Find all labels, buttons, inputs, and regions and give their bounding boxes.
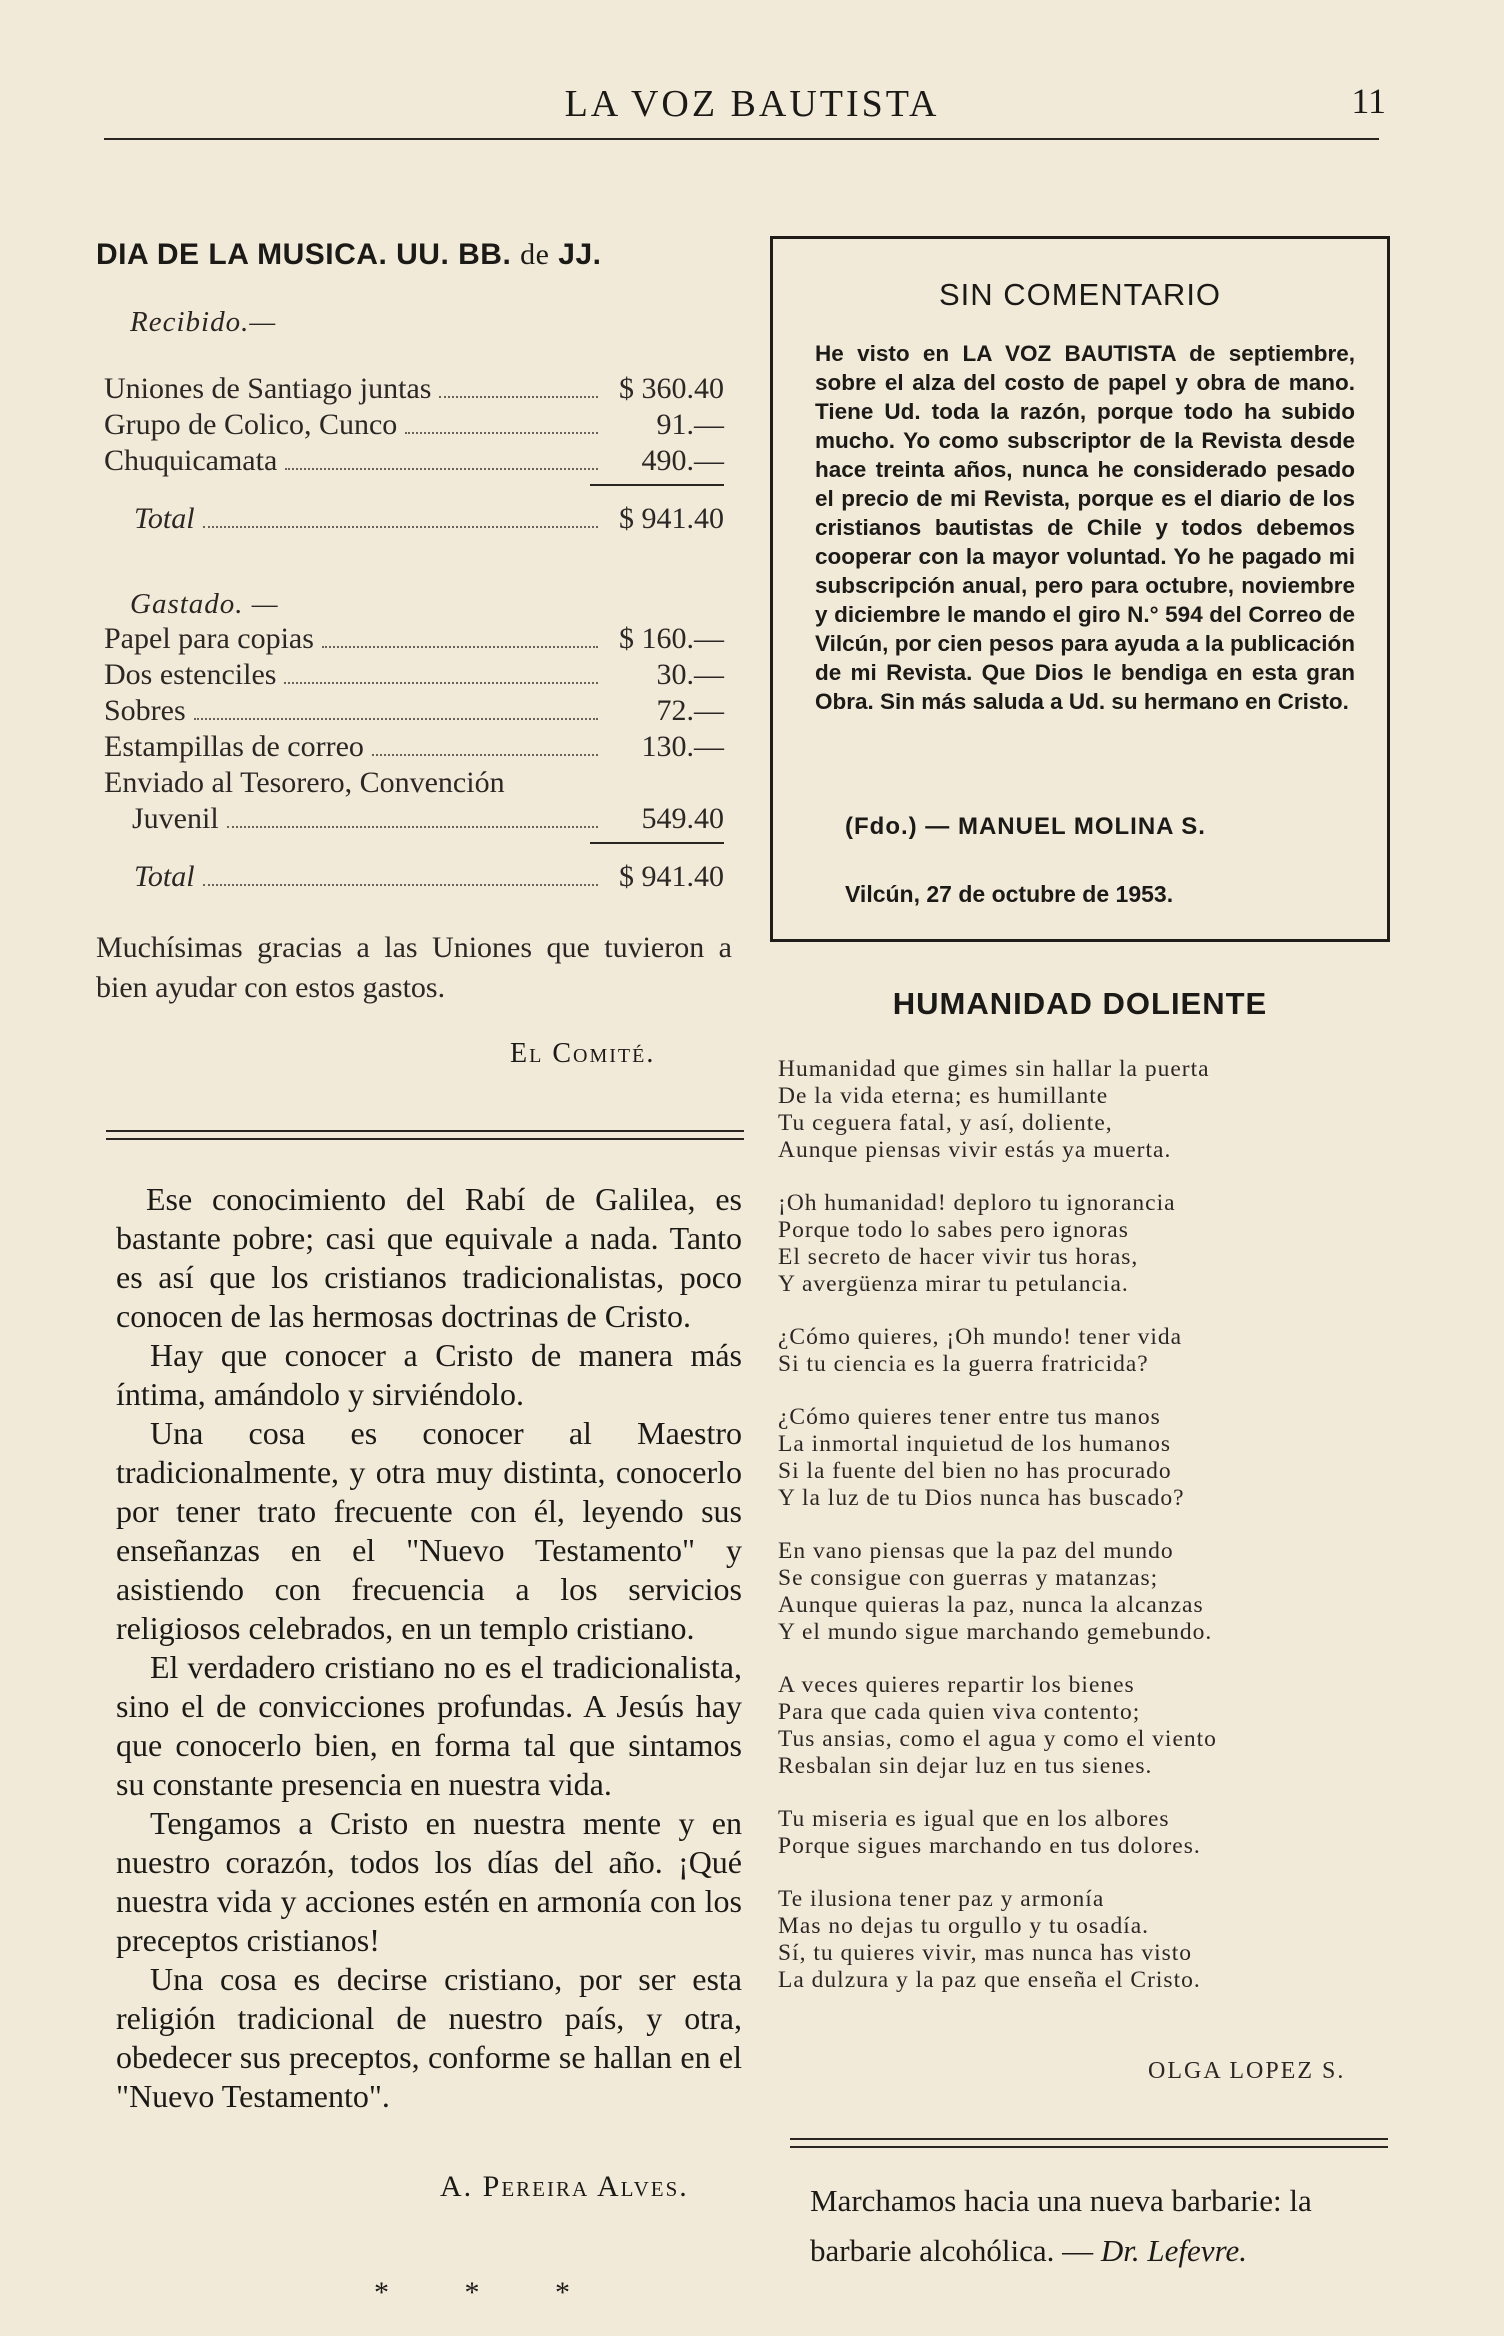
poem-line: Si tu ciencia es la guerra fratricida? [778,1351,1149,1377]
leader-dots [284,682,598,684]
ledger-amount: $ 360.40 [619,372,724,405]
ledger-total-row [104,502,724,538]
ledger-amount: 30.— [656,658,724,691]
finance-title [96,238,602,272]
leader-dots [203,526,598,528]
letter-place-date: Vilcún, 27 de octubre de 1953. [845,881,1174,907]
poem-line: La dulzura y la paz que enseña el Cristo. [778,1967,1201,1993]
letter-title: SIN COMENTARIO [938,277,1222,312]
poem-line: Aunque piensas vivir estás ya muerta. [778,1137,1172,1163]
poem-stanza [778,1190,1338,1298]
finance-title-end: JJ. [558,238,602,271]
letter-box [770,236,1390,942]
spent-ledger [104,622,724,896]
ledger-label: Juvenil [132,802,219,835]
poem-line: De la vida eterna; es humillante [778,1083,1109,1109]
poem-stanza [778,1538,1338,1646]
poem-line: ¿Cómo quieres tener entre tus manos [778,1404,1161,1430]
poem-stanza [778,1886,1338,1994]
ledger-label: Sobres [104,694,186,727]
poem-line: ¿Cómo quieres, ¡Oh mundo! tener vida [778,1324,1183,1350]
ledger-total-row [104,860,724,896]
letter-body: He visto en LA VOZ BAUTISTA de septiembre, sobre el alza del costo de papel y obra de mano. Tiene Ud. toda la razón, porque todo ha subido mucho. Yo como subscriptor de la Revista desde hace treinta años, nunca he considerado pesado el precio de mi Revista, porque es el diario de los cristianos bautistas de Chile y todos debemos cooperar con la mayor voluntad. Yo he pagado mi subscripción anual, pero para octubre, noviembre y diciembre le mando el giro N.° 594 del Correo de Vilcún, por cien pesos para ayuda a la publicación de mi Revista. Que Dios le bendiga en esta gran Obra. Sin más saluda a Ud. su hermano en Cristo. [815,341,1355,714]
ledger-label: Grupo de Colico, Cunco [104,408,398,441]
finance-title-de: de [520,238,550,271]
essay-paragraph: Hay que conocer a Cristo de manera más íntima, amándolo y sirviéndolo. [116,1337,742,1412]
poem-line: Tu miseria es igual que en los albores [778,1806,1170,1832]
running-head: LA VOZ BAUTISTA [564,83,940,125]
ledger-row [104,658,724,694]
ledger-label: Uniones de Santiago juntas [104,372,432,405]
page-number: 11 [1351,81,1386,121]
ledger-label: Dos estenciles [104,658,277,691]
poem-line: Sí, tu quieres vivir, mas nunca has visto [778,1940,1193,1966]
poem-line: Y avergüenza mirar tu petulancia. [778,1271,1129,1297]
essay-paragraph: Una cosa es conocer al Maestro tradicionalmente, y otra muy distinta, conocerlo por tener trato frecuente con él, leyendo sus enseñanzas en el "Nuevo Testamento" y asistiendo con frecuencia a los servicios religiosos celebrados, en un templo cristiano. [116,1415,742,1646]
poem-stanza [778,1404,1338,1512]
poem-line: Se consigue con guerras y matanzas; [778,1565,1159,1591]
ledger-row [104,766,724,802]
poem-line: Porque sigues marchando en tus dolores. [778,1833,1201,1859]
ledger-amount: $ 160.— [619,622,724,655]
ledger-row [104,444,724,480]
poem-line: A veces quieres repartir los bienes [778,1672,1135,1698]
spent-label: Gastado. — [130,588,279,620]
total-amount: $ 941.40 [619,860,724,893]
essay-paragraph: Tengamos a Cristo en nuestra mente y en nuestro corazón, todos los días del año. ¡Qué nuestra vida y acciones estén en armonía con los preceptos cristianos! [116,1805,742,1958]
poem-line: Y la luz de tu Dios nunca has buscado? [778,1485,1185,1511]
poem-stanza [778,1672,1338,1780]
poem-line: Mas no dejas tu orgullo y tu osadía. [778,1913,1150,1939]
poem-line: En vano piensas que la paz del mundo [778,1538,1174,1564]
poem-line: Te ilusiona tener paz y armonía [778,1886,1105,1912]
poem-line: Humanidad que gimes sin hallar la puerta [778,1056,1210,1082]
thanks-paragraph: Muchísimas gracias a las Uniones que tuvieron a bien ayudar con estos gastos. [96,931,732,1004]
letter-signature: (Fdo.) — MANUEL MOLINA S. [845,813,1206,840]
poem-line: Y el mundo sigue marchando gemebundo. [778,1619,1213,1645]
poem-line: Resbalan sin dejar luz en tus sienes. [778,1753,1153,1779]
leader-dots [194,718,598,720]
total-label: Total [134,502,195,535]
ledger-row [104,694,724,730]
ledger-row [104,730,724,766]
received-ledger [104,372,724,538]
leader-dots [285,468,598,470]
ledger-label: Papel para copias [104,622,314,655]
ledger-label: Enviado al Tesorero, Convención [104,766,505,799]
ledger-row [104,408,724,444]
essay-paragraph: Una cosa es decirse cristiano, por ser esta religión tradicional de nuestro país, y otra, obedecer sus preceptos, conforme se hallan en el "Nuevo Testamento". [116,1961,742,2114]
leader-dots [227,826,598,828]
leader-dots [203,884,598,886]
quote-attribution: Dr. Lefevre. [1100,2233,1247,2268]
total-amount: $ 941.40 [619,502,724,535]
ledger-amount: 549.40 [641,802,724,835]
poem-line: Aunque quieras la paz, nunca la alcanzas [778,1592,1204,1618]
poem-author: OLGA LOPEZ S. [1148,2058,1346,2084]
section-divider [106,1130,744,1140]
total-label: Total [134,860,195,893]
quote-text: Marchamos hacia una nueva barbarie: la barbarie alcohólica. — [810,2183,1312,2268]
ledger-row [104,622,724,658]
ledger-label: Estampillas de correo [104,730,364,763]
ledger-amount: 490.— [641,444,724,477]
poem-title: HUMANIDAD DOLIENTE [892,986,1268,1021]
poem-line: Tus ansias, como el agua y como el viento [778,1726,1217,1752]
essay [116,1180,742,2116]
ornament: * * * [374,2276,604,2309]
essay-paragraph: Ese conocimiento del Rabí de Galilea, es bastante pobre; casi que equivale a nada. Tanto es así que los cristianos tradicionalistas, poco conocen de las hermosas doctrinas de Cristo. [116,1181,742,1334]
closing-quote [810,2176,1410,2276]
poem-line: ¡Oh humanidad! deploro tu ignorancia [778,1190,1176,1216]
leader-dots [405,432,598,434]
leader-dots [372,754,598,756]
poem-stanza [778,1056,1338,1164]
poem-stanza [778,1806,1338,1860]
leader-dots [439,396,598,398]
header-rule [104,138,1379,140]
essay-paragraph: El verdadero cristiano no es el tradicionalista, sino el de convicciones profundas. A Jesús hay que conocerlo bien, en forma tal que sintamos su constante presencia en nuestra vida. [116,1649,742,1802]
sum-rule [590,484,724,486]
ledger-amount: 130.— [641,730,724,763]
ledger-amount: 91.— [656,408,724,441]
ledger-amount: 72.— [656,694,724,727]
ledger-row [104,372,724,408]
ledger-row [104,802,724,838]
poem [778,1056,1338,2020]
essay-author: A. Pereira Alves. [440,2170,689,2203]
poem-line: Porque todo lo sabes pero ignoras [778,1217,1129,1243]
committee-signature: El Comité. [510,1038,656,1069]
poem-line: Para que cada quien viva contento; [778,1699,1141,1725]
leader-dots [322,646,598,648]
finance-title-main: DIA DE LA MUSICA. UU. BB. [96,238,512,271]
section-divider [790,2138,1388,2148]
poem-line: La inmortal inquietud de los humanos [778,1431,1172,1457]
poem-line: Tu ceguera fatal, y así, doliente, [778,1110,1113,1136]
ledger-label: Chuquicamata [104,444,278,477]
poem-line: El secreto de hacer vivir tus horas, [778,1244,1139,1270]
received-label: Recibido.— [130,306,277,338]
sum-rule [590,842,724,844]
poem-stanza [778,1324,1338,1378]
poem-line: Si la fuente del bien no has procurado [778,1458,1172,1484]
